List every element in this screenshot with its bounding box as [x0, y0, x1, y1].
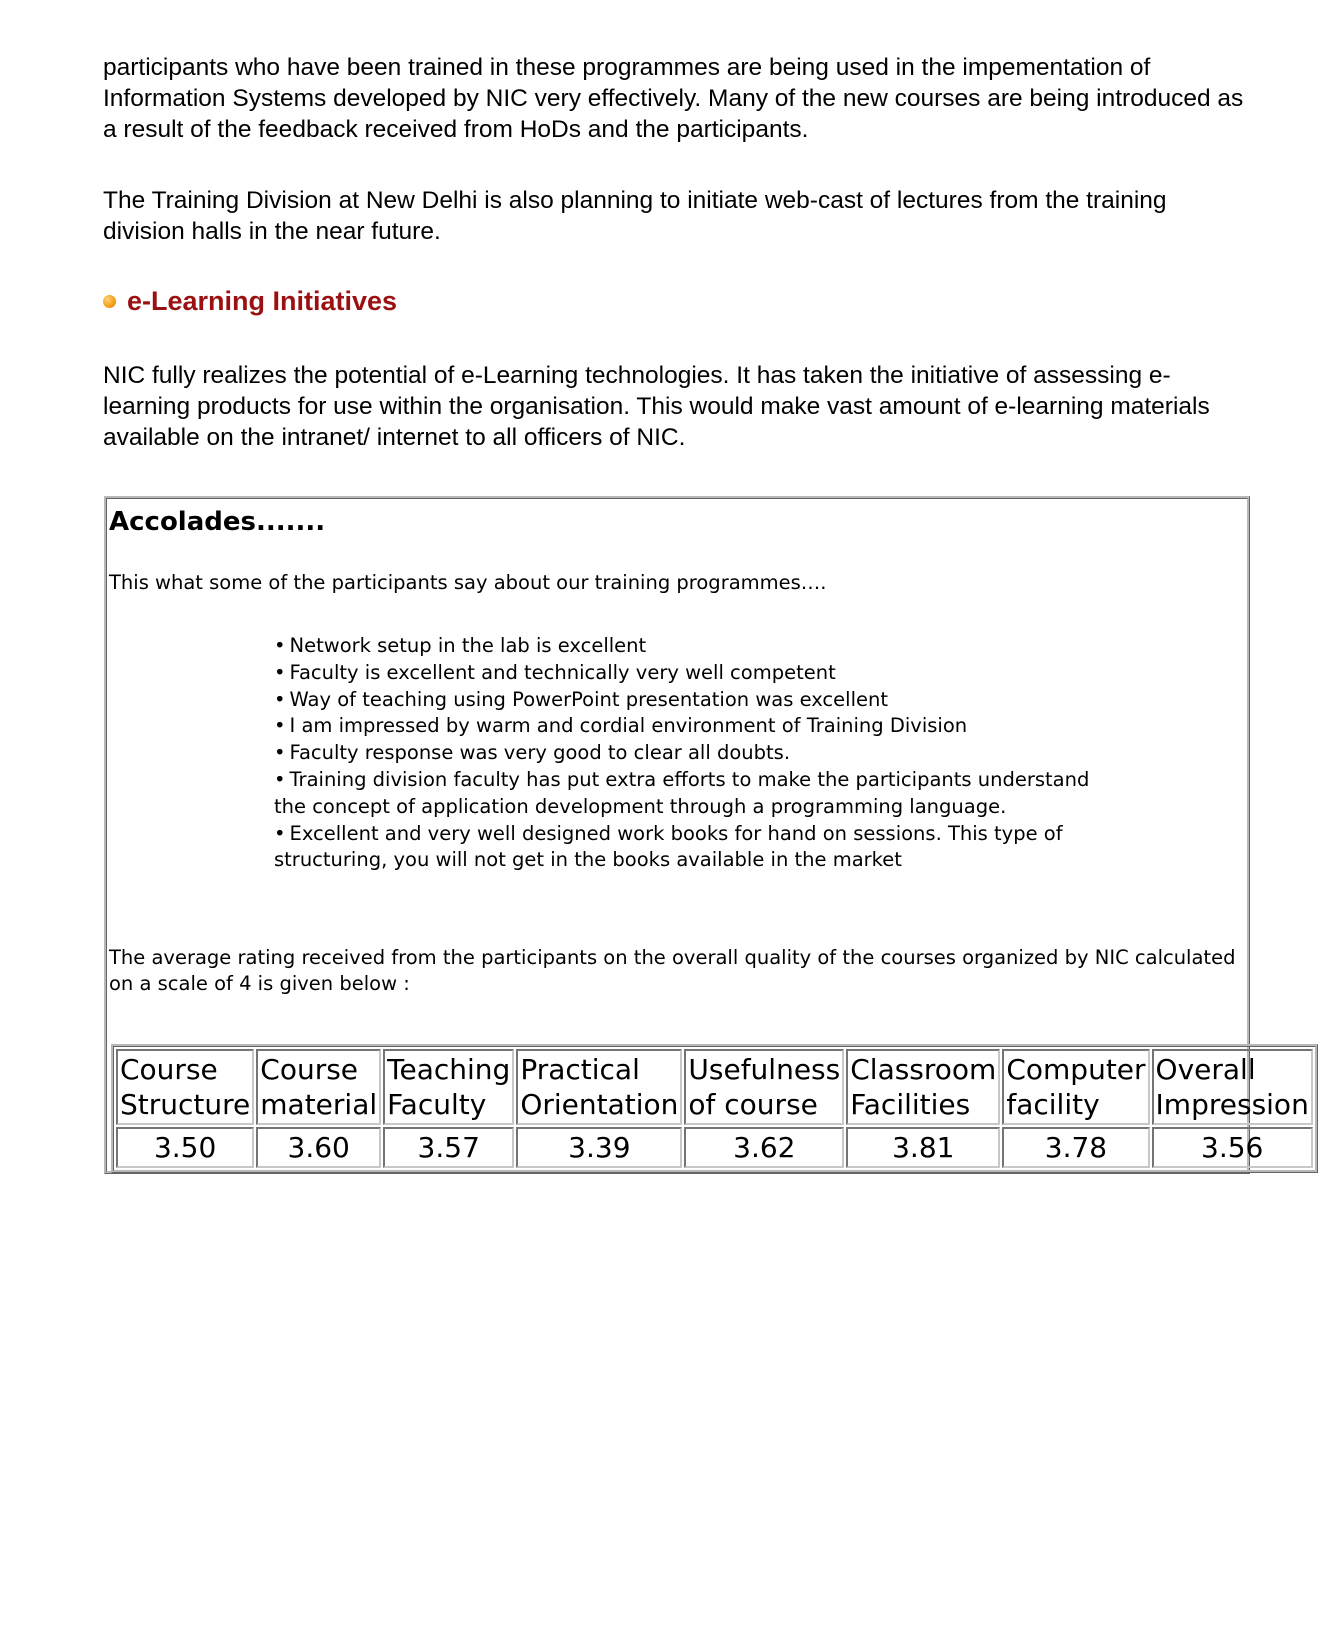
- ratings-table: [111, 1044, 1318, 1173]
- header-line: Course: [120, 1053, 218, 1086]
- rating-value: 3.39: [516, 1127, 682, 1168]
- accolade-text: Faculty response was very good to clear all doubts.: [289, 741, 791, 765]
- accolade-text: I am impressed by warm and cordial environment of Training Division: [289, 714, 968, 738]
- header-line: Impression: [1155, 1088, 1309, 1121]
- bullet-icon: •: [274, 741, 286, 765]
- elearning-heading: e-Learning Initiatives: [127, 285, 398, 316]
- elearning-section-heading: [103, 283, 397, 319]
- header-line: Classroom: [850, 1053, 997, 1086]
- bullet-icon: •: [274, 767, 286, 791]
- header-teaching-faculty: [383, 1049, 514, 1125]
- header-line: Overall: [1155, 1053, 1256, 1086]
- accolade-item: [274, 687, 1094, 714]
- header-line: Structure: [120, 1088, 251, 1121]
- accolade-item: [274, 767, 1094, 821]
- accolade-text: Faculty is excellent and technically very well competent: [289, 660, 836, 684]
- accolade-item: [274, 821, 1094, 875]
- bullet-icon: •: [274, 660, 286, 684]
- webcast-paragraph: The Training Division at New Delhi is also planning to initiate web-cast of lectures from the training division halls in the near future.: [103, 187, 1167, 245]
- header-classroom-facilities: [846, 1049, 1000, 1125]
- rating-value: 3.78: [1002, 1127, 1149, 1168]
- accolades-title: Accolades.......: [109, 507, 326, 537]
- header-line: Usefulness: [688, 1053, 841, 1086]
- header-course-structure: [116, 1049, 254, 1125]
- header-course-material: [256, 1049, 381, 1125]
- header-line: facility: [1006, 1088, 1100, 1121]
- rating-value: 3.56: [1152, 1127, 1313, 1168]
- accolades-box: [104, 496, 1309, 1174]
- bullet-icon: •: [274, 821, 286, 845]
- intro-paragraph: participants who have been trained in these programmes are being used in the impementation of Information Systems developed by NIC very effectively. Many of the new courses are being introduced as a result of the feedback received from HoDs and the participants.: [103, 54, 1244, 143]
- rating-value: 3.50: [116, 1127, 254, 1168]
- accolade-text: Excellent and very well designed work books for hand on sessions. This type of structuring, you will not get in the books available in the market: [274, 821, 1063, 872]
- header-line: Computer: [1006, 1053, 1146, 1086]
- bullet-icon: •: [274, 687, 286, 711]
- bullet-icon: •: [274, 714, 286, 738]
- rating-value: 3.81: [846, 1127, 1000, 1168]
- accolades-intro: This what some of the participants say about our training programmes….: [109, 571, 827, 594]
- accolade-item: [274, 660, 1094, 687]
- accolade-item: [274, 740, 1094, 767]
- header-overall-impression: [1152, 1049, 1313, 1125]
- accolade-text: Network setup in the lab is excellent: [289, 634, 647, 657]
- orange-bullet-icon: [103, 295, 116, 308]
- header-line: Orientation: [520, 1088, 679, 1121]
- rating-description: The average rating received from the participants on the overall quality of the courses organized by NIC calculated on a scale of 4 is given below :: [109, 946, 1236, 995]
- ratings-value-row: [116, 1127, 1313, 1168]
- accolade-text: Training division faculty has put extra efforts to make the participants understand the concept of application development through a programming language.: [274, 767, 1090, 818]
- header-line: Course: [260, 1053, 359, 1086]
- bullet-icon: •: [274, 634, 286, 657]
- rating-value: 3.60: [256, 1127, 381, 1168]
- elearning-paragraph: NIC fully realizes the potential of e-Learning technologies. It has taken the initiative of assessing e-learning products for use within the organisation. This would make vast amount of e-learning materials available on the intranet/ internet to all officers of NIC.: [103, 362, 1210, 451]
- header-line: Facilities: [850, 1088, 971, 1121]
- accolades-list: [274, 633, 1094, 874]
- header-practical-orientation: [516, 1049, 682, 1125]
- header-line: Faculty: [387, 1088, 487, 1121]
- rating-value: 3.57: [383, 1127, 514, 1168]
- header-computer-facility: [1002, 1049, 1149, 1125]
- header-usefulness-of-course: [684, 1049, 844, 1125]
- header-line: Practical: [520, 1053, 640, 1086]
- accolade-item: [274, 633, 1094, 660]
- header-line: Teaching: [387, 1053, 511, 1086]
- rating-value: 3.62: [684, 1127, 844, 1168]
- header-line: material: [260, 1088, 378, 1121]
- accolade-text: Way of teaching using PowerPoint presentation was excellent: [289, 687, 888, 711]
- accolade-item: [274, 713, 1094, 740]
- header-line: of course: [688, 1088, 818, 1121]
- ratings-header-row: [116, 1049, 1313, 1125]
